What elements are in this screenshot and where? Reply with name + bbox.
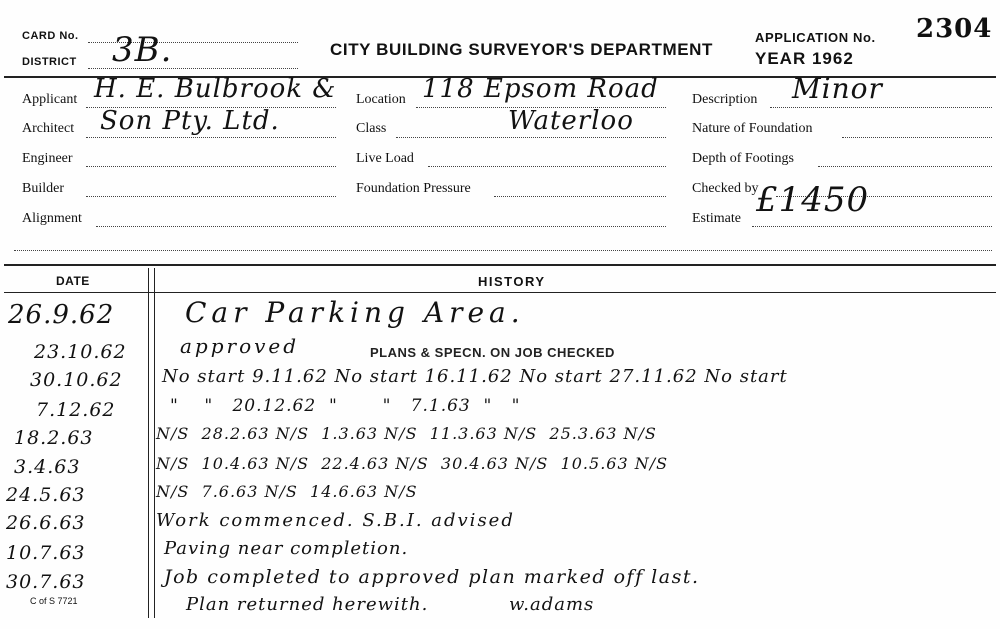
live-load-line xyxy=(428,166,666,167)
history-date: 26.9.62 xyxy=(8,300,115,330)
history-date: 30.7.63 xyxy=(6,571,86,593)
checked-label: Checked by xyxy=(692,181,759,196)
location-label: Location xyxy=(356,92,406,107)
district-value: 3B. xyxy=(112,30,173,70)
builder-label: Builder xyxy=(22,181,64,196)
history-entry: " " 20.12.62 " " 7.1.63 " " xyxy=(170,396,521,416)
history-top-rule xyxy=(4,264,996,266)
department-title: CITY BUILDING SURVEYOR'S DEPARTMENT xyxy=(330,40,714,59)
year: YEAR 1962 xyxy=(755,49,854,68)
history-entry: Car Parking Area. xyxy=(185,296,525,329)
history-entry: Work commenced. S.B.I. advised xyxy=(156,510,515,531)
builder-line xyxy=(86,196,336,197)
district-label: DISTRICT xyxy=(22,56,77,68)
engineer-label: Engineer xyxy=(22,151,73,166)
history-entry: No start 9.11.62 No start 16.11.62 No start 27.11.62 No start xyxy=(162,366,788,387)
live-load-label: Live Load xyxy=(356,151,414,166)
form-code: C of S 7721 xyxy=(30,596,78,606)
alignment-label: Alignment xyxy=(22,211,82,226)
class-label: Class xyxy=(356,121,387,136)
foundation-pressure-label: Foundation Pressure xyxy=(356,181,471,196)
description-label: Description xyxy=(692,92,758,107)
card-no-label: CARD No. xyxy=(22,30,79,42)
estimate-line xyxy=(752,226,992,227)
class-value: Waterloo xyxy=(508,106,634,136)
history-header: HISTORY xyxy=(478,274,546,289)
fields-bottom-dotline xyxy=(14,250,992,251)
application-number: 2304 xyxy=(916,14,993,44)
description-value: Minor xyxy=(792,72,883,105)
history-date: 24.5.63 xyxy=(6,484,86,506)
application-label: APPLICATION No. xyxy=(755,30,876,45)
history-date: 26.6.63 xyxy=(6,512,86,534)
history-entry: Job completed to approved plan marked off last. xyxy=(164,566,700,588)
estimate-label: Estimate xyxy=(692,211,741,226)
nature-label: Nature of Foundation xyxy=(692,121,813,136)
applicant-label: Applicant xyxy=(22,92,78,107)
history-date: 30.10.62 xyxy=(30,369,123,391)
history-date: 3.4.63 xyxy=(14,456,81,478)
history-entry: Paving near completion. xyxy=(164,538,409,559)
date-column-rule xyxy=(148,268,149,618)
date-header: DATE xyxy=(56,274,90,288)
architect-label: Architect xyxy=(22,121,75,136)
engineer-line xyxy=(86,166,336,167)
estimate-value: £1450 xyxy=(756,180,870,220)
history-date: 7.12.62 xyxy=(36,399,116,421)
date-column-rule-inner xyxy=(154,268,155,618)
history-date: 10.7.63 xyxy=(6,542,86,564)
architect-line xyxy=(86,137,336,138)
history-entry: Plan returned herewith. w.adams xyxy=(186,594,595,615)
architect-value: Son Pty. Ltd. xyxy=(100,106,280,136)
history-date: 18.2.63 xyxy=(14,427,94,449)
description-line xyxy=(770,107,992,108)
nature-line xyxy=(842,137,992,138)
history-header-rule xyxy=(4,292,996,293)
class-line xyxy=(396,137,666,138)
applicant-value: H. E. Bulbrook & xyxy=(94,74,337,104)
history-date: 23.10.62 xyxy=(34,341,127,363)
depth-label: Depth of Footings xyxy=(692,151,794,166)
plans-checked-stamp: PLANS & SPECN. ON JOB CHECKED xyxy=(370,345,615,360)
history-entry: N/S 7.6.63 N/S 14.6.63 N/S xyxy=(156,482,418,501)
alignment-line xyxy=(96,226,666,227)
history-entry: N/S 28.2.63 N/S 1.3.63 N/S 11.3.63 N/S 25.3.63 N/S xyxy=(156,424,657,443)
location-value: 118 Epsom Road xyxy=(422,74,659,104)
foundation-pressure-line xyxy=(494,196,666,197)
depth-line xyxy=(818,166,992,167)
history-entry: approved xyxy=(180,334,300,358)
history-entry: N/S 10.4.63 N/S 22.4.63 N/S 30.4.63 N/S 10.5.63 N/S xyxy=(156,454,669,473)
